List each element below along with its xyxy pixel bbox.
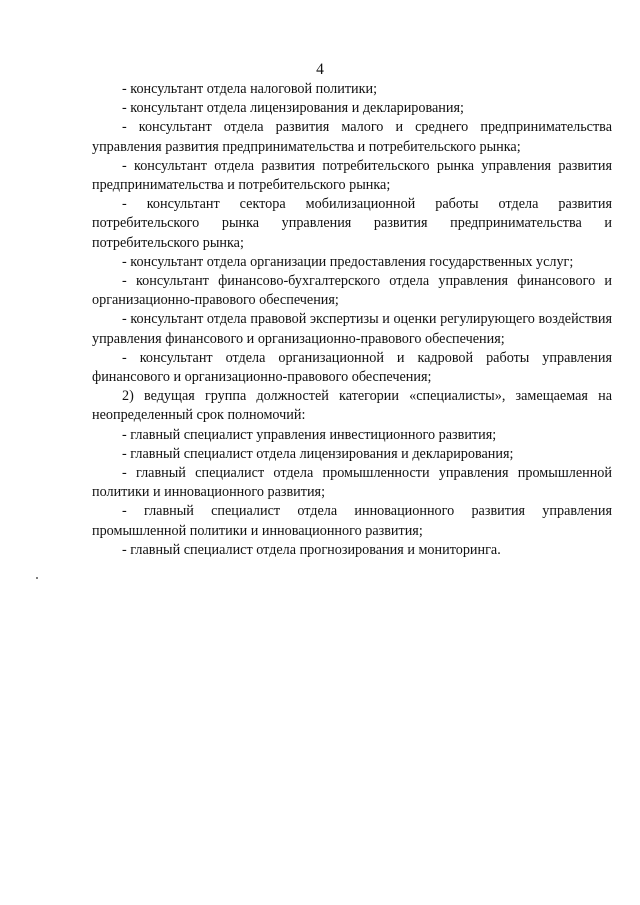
paragraph-consultant-state-services: - консультант отдела организации предоставления государственных услуг; bbox=[122, 253, 574, 270]
paragraph-chief-specialist-forecasting: - главный специалист отдела прогнозирования и мониторинга. bbox=[122, 541, 501, 558]
paragraph-consultant-hr: - консультант отдела организационной и кадровой работы управления финансового и организационно-правового обеспечения; bbox=[92, 349, 612, 386]
paragraph-chief-specialist-innovation: - главный специалист отдела инновационного развития управления промышленной политики и инновационного развития; bbox=[92, 503, 612, 539]
paragraph-consultant-small-business: - консультант отдела развития малого и среднего предпринимательства управления развития предпринимательства и потребительского рынка; bbox=[92, 119, 612, 155]
paragraph-chief-specialist-industry: - главный специалист отдела промышленности управления промышленной политики и инновационного развития; bbox=[92, 465, 612, 501]
paragraph-consultant-mobilization-sector: - консультант сектора мобилизационной работы отдела развития потребительского рынка управления развития предпринимательства и потребительского рынка; bbox=[92, 196, 612, 251]
paragraph-leading-group-heading: 2) ведущая группа должностей категории «специалисты», замещаемая на неопределенный срок полномочий: bbox=[92, 388, 612, 424]
paragraph-chief-specialist-licensing: - главный специалист отдела лицензирования и декларирования; bbox=[122, 445, 514, 462]
paragraph-chief-specialist-investment: - главный специалист управления инвестиционного развития; bbox=[122, 426, 497, 443]
document-body bbox=[92, 80, 612, 560]
page-number: 4 bbox=[316, 61, 324, 78]
paragraph-consultant-legal-expertise: - консультант отдела правовой экспертизы и оценки регулирующего воздействия управления финансового и организационно-правового обеспечения; bbox=[92, 311, 612, 347]
paragraph-consultant-licensing: - консультант отдела лицензирования и декларирования; bbox=[122, 100, 464, 117]
paragraph-consultant-accounting: - консультант финансово-бухгалтерского отдела управления финансового и организационно-правового обеспечения; bbox=[92, 273, 612, 309]
scan-speck bbox=[36, 577, 38, 579]
paragraph-consultant-consumer-market: - консультант отдела развития потребительского рынка управления развития предпринимательства и потребительского рынка; bbox=[92, 157, 612, 194]
paragraph-consultant-tax-policy: - консультант отдела налоговой политики; bbox=[122, 81, 378, 97]
